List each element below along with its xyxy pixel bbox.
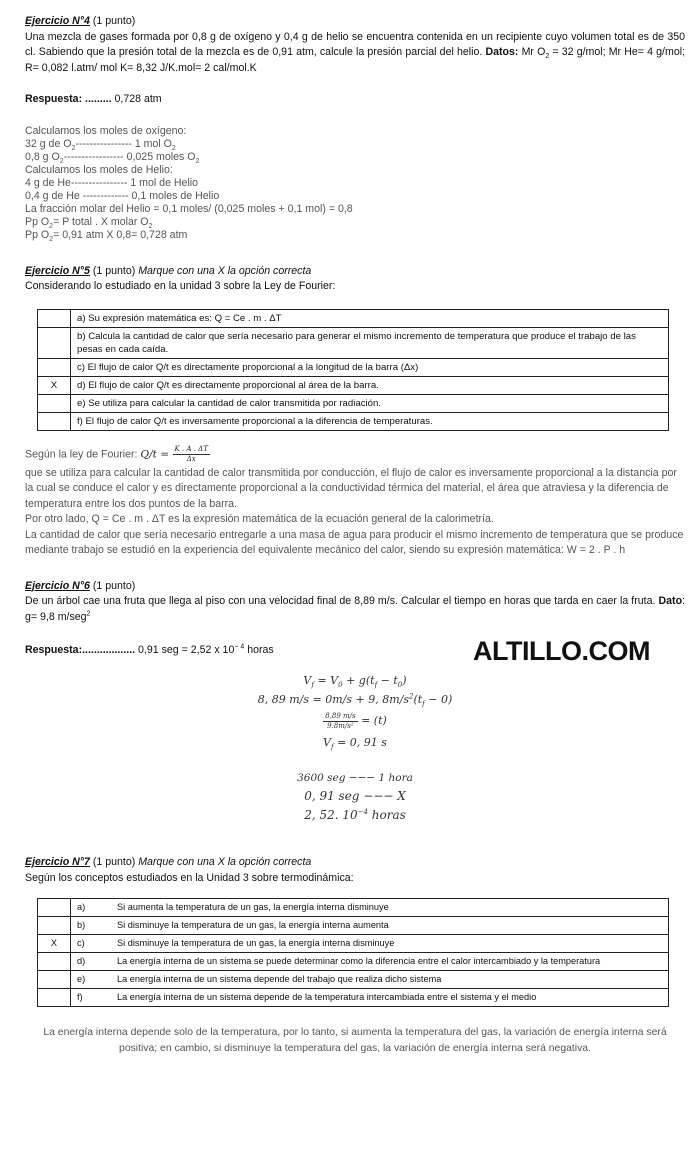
option-row	[38, 953, 669, 971]
text-segment: + g(t	[342, 674, 375, 687]
option-mark	[38, 917, 71, 935]
equation-6	[25, 787, 685, 805]
option-letter: e)	[77, 974, 86, 984]
superscript: − 4	[234, 643, 245, 651]
ej6-points: (1 punto)	[89, 579, 136, 592]
option-letter: b)	[77, 920, 86, 930]
option-mark	[38, 327, 71, 358]
subscript: 0	[397, 681, 403, 690]
ej6-answer	[25, 643, 473, 659]
equation-1	[25, 671, 685, 690]
subscript: 2	[71, 144, 76, 152]
solution-line	[25, 138, 685, 151]
ej7-explanation: La energía interna depende solo de la temperatura, por lo tanto, si aumenta la temperatura del gas, la variación de energía interna será positiva; en cambio, si disminuye la temperatura del gas, la variación de energía interna será negativa.	[43, 1027, 667, 1054]
ej5-title: Ejercicio N°5	[25, 264, 90, 277]
option-text: f) El flujo de calor Q/t es inversamente proporcional a la diferencia de temperaturas.	[71, 412, 669, 430]
ej4-heading	[25, 14, 685, 30]
text-segment: 32 g de O	[25, 137, 72, 150]
option-row	[38, 327, 669, 358]
equation-7	[25, 805, 685, 825]
text-segment: : g= 9,8 m/seg	[25, 595, 685, 623]
eq3-rhs: = (t)	[357, 714, 387, 727]
text-segment: = 0, 91 s	[333, 736, 387, 749]
solution-line	[25, 190, 685, 203]
subscript: 2	[195, 157, 200, 165]
option-text	[71, 899, 669, 917]
option-mark	[38, 989, 71, 1007]
text-segment: 8, 89 m/s = 0m/s + 9, 8m/s	[257, 693, 409, 706]
option-text: c) El flujo de calor Q/t es directamente proporcional a la longitud de la barra (Δx)	[71, 358, 669, 376]
text-segment: De un árbol cae una fruta que llega al piso con una velocidad final de 8,89 m/s. Calcular el tiempo en horas que tarda en caer la fruta.	[25, 595, 659, 607]
option-text	[71, 971, 669, 989]
option-letter: f)	[77, 992, 83, 1002]
ej7-intro: Según los conceptos estudiados en la Unidad 3 sobre termodinámica:	[25, 871, 354, 884]
equation-5	[25, 770, 685, 787]
option-letter: a)	[77, 902, 86, 912]
bold-text: Dato	[658, 595, 683, 607]
eq3-denominator: 9.8m/s²	[327, 721, 354, 730]
ej7-options-table	[37, 898, 669, 1007]
option-mark	[38, 358, 71, 376]
subscript: 2	[49, 235, 54, 243]
text-segment: La fracción molar del Helio = 0,1 moles/ (0,025 moles + 0,1 mol) = 0,8	[25, 202, 353, 215]
option-mark	[38, 394, 71, 412]
ej5-explanation-p3: La cantidad de calor que sería necesario entregarle a una masa de agua para producir el mismo incremento de temperatura que se produce mediante trabajo se estudió en la experiencia del equivalente mecánico del calor, siendo su expresión matemática: W = 2 . P . h	[25, 528, 684, 556]
subscript: f	[331, 743, 334, 752]
option-text	[71, 953, 669, 971]
subscript: 2	[59, 157, 64, 165]
equation-3	[25, 709, 685, 733]
option-text	[71, 917, 669, 935]
solution-line	[25, 177, 685, 190]
text-segment: Mr O	[518, 46, 546, 58]
bold-text: Respuesta:..................	[25, 644, 136, 657]
text-segment: − 0)	[424, 693, 453, 706]
ej4-answer	[25, 92, 685, 108]
text-segment: = P total . X molar O	[53, 215, 149, 228]
text-segment: Calculamos los moles de oxígeno:	[25, 124, 187, 137]
fourier-label: Según la ley de Fourier:	[25, 447, 141, 460]
option-text: e) Se utiliza para calcular la cantidad de calor transmitida por radiación.	[71, 394, 669, 412]
subscript: 0	[338, 681, 343, 690]
text-segment: 3600 seg −−− 1 hora	[297, 772, 413, 784]
text-segment: Pp O	[25, 228, 50, 241]
superscript: 2	[408, 692, 414, 701]
option-text: d) El flujo de calor Q/t es directamente proporcional al área de la barra.	[71, 376, 669, 394]
ej5-fourier	[25, 445, 685, 464]
option-row	[38, 309, 669, 327]
text-segment: (t	[413, 693, 423, 706]
text-segment: Una mezcla de gases formada por 0,8 g de oxígeno y 0,4 g de helio se encuentra contenida en un recipiente cuyo volumen total es de 350 cl. Sabiendo que la presión total de la mezcla es de 0,91 atm, calcule la presión parcial del helio.	[25, 30, 685, 58]
ej5-options-table	[37, 309, 669, 431]
ej6-heading	[25, 579, 685, 595]
option-row	[38, 989, 669, 1007]
fourier-denominator: Δx	[186, 454, 196, 463]
subscript: f	[374, 681, 378, 690]
ej5-heading	[25, 264, 685, 280]
option-text: b) Calcula la cantidad de calor que sería necesario para generar el mismo incremento de temperatura que produce el trabajo de las pesas en cada caída.	[71, 327, 669, 358]
subscript: 2	[545, 53, 550, 61]
subscript: f	[422, 700, 425, 709]
text-segment: 0,4 g de He ------------- 0,1 moles de Helio	[25, 189, 220, 202]
option-mark	[38, 953, 71, 971]
ej5-explanation	[25, 466, 685, 559]
text-segment: Calculamos los moles de Helio:	[25, 163, 173, 176]
option-row	[38, 971, 669, 989]
option-mark	[38, 309, 71, 327]
eq3-numerator: 8,89 m/s	[325, 711, 356, 720]
superscript: 2	[86, 609, 91, 617]
solution-line	[25, 125, 685, 138]
solution-line	[25, 164, 685, 177]
ej7-heading	[25, 855, 685, 871]
ej6-statement	[25, 594, 685, 625]
option-letter: d)	[77, 956, 86, 966]
ej5-instruction: Marque con una X la opción correcta	[138, 264, 312, 277]
option-mark: X	[38, 376, 71, 394]
text-segment: horas	[244, 644, 274, 657]
text-segment: = 0,91 atm X 0,8= 0,728 atm	[53, 228, 188, 241]
ej5-explanation-p1: que se utiliza para calcular la cantidad de calor transmitida por conducción, el flujo de calor es inversamente proporcional a la distancia por la cual se conduce el calor y es directamente proporcional a la conductividad térmica del material, el área que atraviesa y la diferencia de temperatura entre los dos puntos de la barra.	[25, 466, 677, 510]
fourier-numerator: K . A . ΔT	[174, 444, 208, 453]
option-row	[38, 412, 669, 430]
ej4-answer-value: 0,728 atm	[111, 93, 162, 105]
option-label: Si disminuye la temperatura de un gas, la energía interna aumenta	[117, 920, 389, 930]
ej4-statement	[25, 30, 685, 77]
subscript: f	[311, 681, 314, 690]
ej6-title: Ejercicio N°6	[25, 579, 90, 592]
option-mark	[38, 971, 71, 989]
ej4-solution	[25, 125, 685, 242]
option-row	[38, 394, 669, 412]
fourier-lhs: Q/t =	[140, 447, 173, 460]
text-segment: Pp O	[25, 215, 50, 228]
subscript: 2	[171, 144, 176, 152]
ej7-instruction: Marque con una X la opción correcta	[138, 856, 312, 868]
ej5-points: (1 punto)	[89, 264, 139, 277]
text-segment: horas	[367, 808, 406, 822]
text-segment: − t	[377, 674, 398, 687]
ej4-points: (1 punto)	[89, 15, 136, 27]
option-label: La energía interna de un sistema depende del trabajo que realiza dicho sistema	[117, 974, 442, 984]
equation-3-fraction	[323, 712, 357, 731]
text-segment: 0,8 g O	[25, 150, 60, 163]
ej5-explanation-p2: Por otro lado, Q = Ce . m . ΔT es la expresión matemática de la ecuación general de la calorimetría.	[25, 513, 494, 525]
subscript: 2	[148, 222, 153, 230]
text-segment: 4 g de He---------------- 1 mol de Helio	[25, 176, 199, 189]
text-segment: 0,91 seg = 2,52 x 10	[135, 644, 235, 657]
text-segment: 0, 91 seg −−− X	[304, 789, 406, 803]
ej7-points: (1 punto)	[89, 856, 139, 868]
text-segment: ----------------- 0,025 moles O	[63, 150, 196, 163]
superscript: −4	[357, 808, 368, 816]
option-mark	[38, 412, 71, 430]
text-segment: 2, 52. 10	[304, 808, 358, 822]
option-mark: X	[38, 935, 71, 953]
solution-line	[25, 229, 685, 242]
solution-line	[25, 151, 685, 164]
altillo-logo: ALTILLO.COM	[473, 636, 650, 666]
ej5-intro: Considerando lo estudiado en la unidad 3 sobre la Ley de Fourier:	[25, 280, 336, 292]
text-segment: )	[402, 674, 407, 687]
option-letter: c)	[77, 938, 85, 948]
option-label: Si disminuye la temperatura de un gas, la energía interna disminuye	[117, 938, 395, 948]
option-row	[38, 935, 669, 953]
equation-2	[25, 690, 685, 709]
option-label: La energía interna de un sistema se puede determinar como la diferencia entre el calor intercambiado y la temperatura	[117, 956, 601, 966]
option-text: a) Su expresión matemática es: Q = Ce . m . ΔT	[71, 309, 669, 327]
ej4-answer-label: Respuesta: .........	[25, 93, 112, 105]
text-segment: V	[303, 674, 312, 687]
ej4-title: Ejercicio N°4	[25, 15, 90, 27]
option-label: Si aumenta la temperatura de un gas, la energía interna disminuye	[117, 902, 389, 912]
ej6-answer-row	[25, 635, 685, 667]
option-row	[38, 376, 669, 394]
fourier-fraction	[173, 445, 210, 464]
ej7-title: Ejercicio N°7	[25, 856, 90, 868]
solution-line	[25, 216, 685, 229]
text-segment: V	[323, 736, 331, 749]
equation-4	[25, 733, 685, 752]
text-segment: ---------------- 1 mol O	[75, 137, 172, 150]
option-row	[38, 899, 669, 917]
option-mark	[38, 899, 71, 917]
option-row	[38, 358, 669, 376]
bold-text: Datos:	[485, 46, 519, 58]
option-text	[71, 989, 669, 1007]
solution-line	[25, 203, 685, 216]
option-label: La energía interna de un sistema depende de la temperatura intercambiada entre el sistema y el medio	[117, 992, 537, 1002]
option-text	[71, 935, 669, 953]
text-segment: = 32 g/mol; Mr He= 4 g/mol; R= 0,082 l.atm/ mol K= 8,32 J/K.mol= 2 cal/mol.K	[25, 46, 686, 74]
option-row	[38, 917, 669, 935]
text-segment: = V	[313, 674, 339, 687]
subscript: 2	[49, 222, 54, 230]
